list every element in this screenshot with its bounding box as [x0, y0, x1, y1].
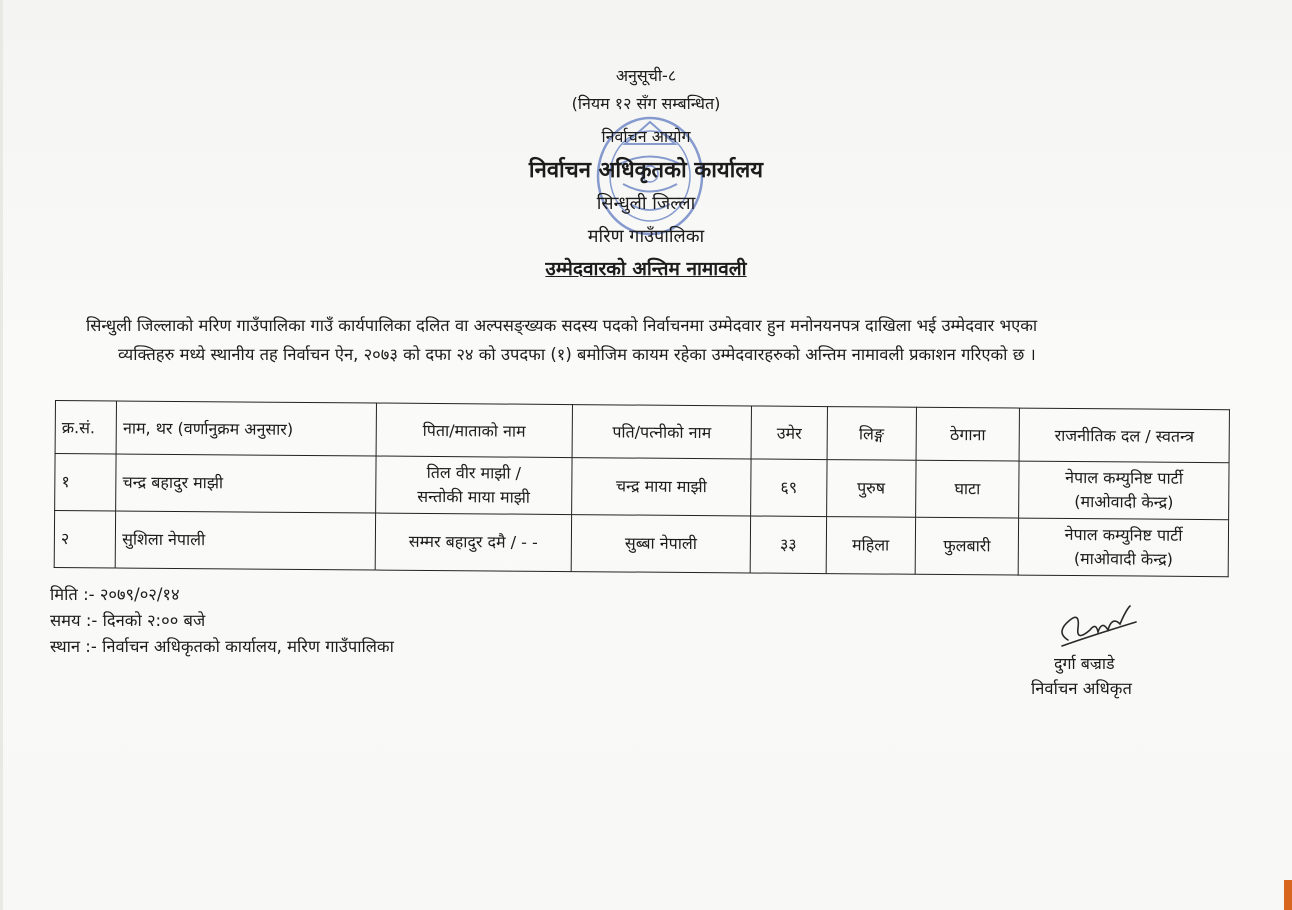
- cell-parent-line-1: सम्मर बहादुर दमै / - -: [408, 531, 538, 552]
- table-row: [55, 454, 1229, 520]
- cell-party-line-2: (माओवादी केन्द्र): [1074, 492, 1174, 512]
- cell-party-line-1: नेपाल कम्युनिष्ट पार्टी: [1065, 467, 1183, 488]
- district-name: सिन्धुली जिल्ला: [596, 193, 696, 214]
- header-serial: क्र.सं.: [55, 401, 117, 454]
- cell-parent-line-1: तिल वीर माझी /: [426, 462, 522, 483]
- table-row: [54, 511, 1228, 577]
- cell-parent: [376, 456, 572, 515]
- cell-name: सुशिला नेपाली: [115, 511, 375, 570]
- commission-name: निर्वाचन आयोग: [601, 127, 691, 146]
- publish-time: समय :- दिनको २:०० बजे: [50, 611, 206, 630]
- cell-age: ३३: [751, 516, 827, 574]
- cell-serial: २: [54, 511, 116, 568]
- scan-edge-mark: [1284, 880, 1292, 910]
- cell-parent: [375, 513, 571, 572]
- candidates-table: [54, 400, 1230, 577]
- office-name: निर्वाचन अधिकृतको कार्यालय: [528, 158, 764, 183]
- cell-gender: पुरुष: [826, 460, 916, 518]
- cell-party: [1019, 461, 1229, 520]
- signatory-title: निर्वाचन अधिकृत: [1031, 679, 1132, 698]
- cell-party-line-2: (माओवादी केन्द्र): [1073, 549, 1173, 569]
- cell-serial: १: [55, 454, 117, 511]
- header-party: राजनीतिक दल / स्वतन्त्र: [1019, 408, 1229, 463]
- cell-gender: महिला: [826, 517, 916, 575]
- publish-date: मिति :- २०७९/०२/१४: [50, 585, 180, 604]
- intro-line-1: सिन्धुली जिल्लाको मरिण गाउँपालिका गाउँ कार्यपालिका दलित वा अल्पसङ्ख्यक सदस्य पदको निर्वाचनमा उम्मेदवार हुन मनोनयनपत्र दाखिला भई उम्मेदवार भएका: [86, 316, 1038, 335]
- signature-block: [1000, 598, 1190, 708]
- table-header-row: [55, 401, 1229, 463]
- municipality-name: मरिण गाउँपालिका: [587, 226, 705, 247]
- cell-party-line-1: नेपाल कम्युनिष्ट पार्टी: [1064, 524, 1183, 545]
- header-address: ठेगाना: [916, 407, 1020, 461]
- schedule-label: अनुसूची-८: [615, 66, 677, 85]
- cell-spouse: सुब्बा नेपाली: [571, 515, 751, 573]
- cell-address: घाटा: [915, 460, 1019, 518]
- cell-party: [1018, 518, 1228, 577]
- publish-place: स्थान :- निर्वाचन अधिकृतको कार्यालय, मरिण गाउँपालिका: [50, 637, 394, 656]
- cell-address: फुलबारी: [915, 517, 1019, 575]
- cell-spouse: चन्द्र माया माझी: [571, 458, 751, 516]
- signature-scribble-icon: [1050, 602, 1140, 652]
- document-title: उम्मेदवारको अन्तिम नामावली: [545, 258, 747, 280]
- header-parent: पिता/माताको नाम: [376, 403, 572, 458]
- header-gender: लिङ्ग: [827, 407, 917, 461]
- cell-name: चन्द्र बहादुर माझी: [116, 454, 376, 513]
- signatory-name: दुर्गा बज्राडे: [1054, 654, 1115, 673]
- header-spouse: पति/पत्नीको नाम: [572, 405, 752, 459]
- rule-reference: (नियम १२ सँग सम्बन्धित): [571, 94, 721, 113]
- cell-age: ६९: [751, 459, 827, 517]
- header-name: नाम, थर (वर्णानुक्रम अनुसार): [116, 401, 376, 456]
- cell-parent-line-2: सन्तोकी माया माझी: [417, 486, 531, 507]
- intro-line-2: व्यक्तिहरु मध्ये स्थानीय तह निर्वाचन ऐन, २०७३ को दफा २४ को उपदफा (१) बमोजिम कायम रहेका उम्मेदवारहरुको अन्तिम नामावली प्रकाशन गरिएको छ ।: [118, 345, 1036, 364]
- header-age: उमेर: [751, 406, 827, 460]
